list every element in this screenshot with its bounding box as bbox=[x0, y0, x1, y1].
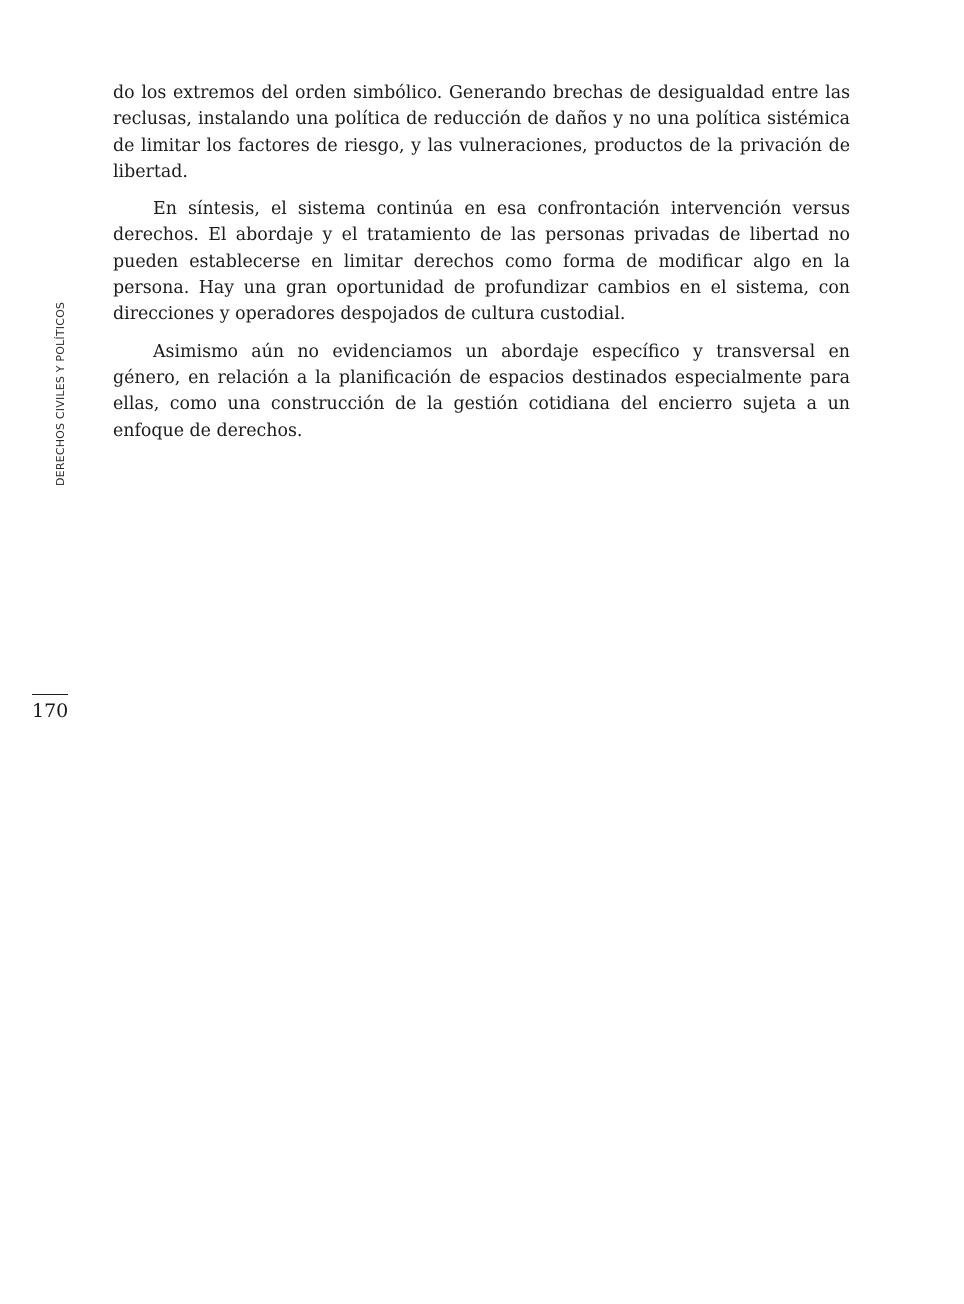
page-number: 170 bbox=[32, 700, 69, 722]
paragraph-continued: do los extremos del orden simbólico. Generando brechas de desigualdad entre las reclusas, instalando una política de reducción de daños y no una política sistémica de limitar los factores de riesgo, y las vulneraciones, productos de la privación de libertad. bbox=[113, 83, 850, 182]
running-head: DERECHOS CIVILES Y POLÍTICOS bbox=[54, 301, 67, 486]
paragraph-synthesis: En síntesis, el sistema continúa en esa confrontación intervención versus derechos. El abordaje y el tratamiento de las personas privadas de libertad no pueden establecerse en limitar derechos como forma de modificar algo en la persona. Hay una gran oportunidad de profundizar cambios en el sistema, con direcciones y operadores despojados de cultura custodial. bbox=[113, 199, 850, 325]
paragraph-gender-approach: Asimismo aún no evidenciamos un abordaje específico y transversal en género, en relación a la planificación de espacios destinados especialmente para ellas, como una construcción de la gestión cotidiana del encierro sujeta a un enfoque de derechos. bbox=[113, 341, 850, 441]
page-number-rule bbox=[32, 694, 68, 695]
body-text bbox=[113, 80, 850, 455]
